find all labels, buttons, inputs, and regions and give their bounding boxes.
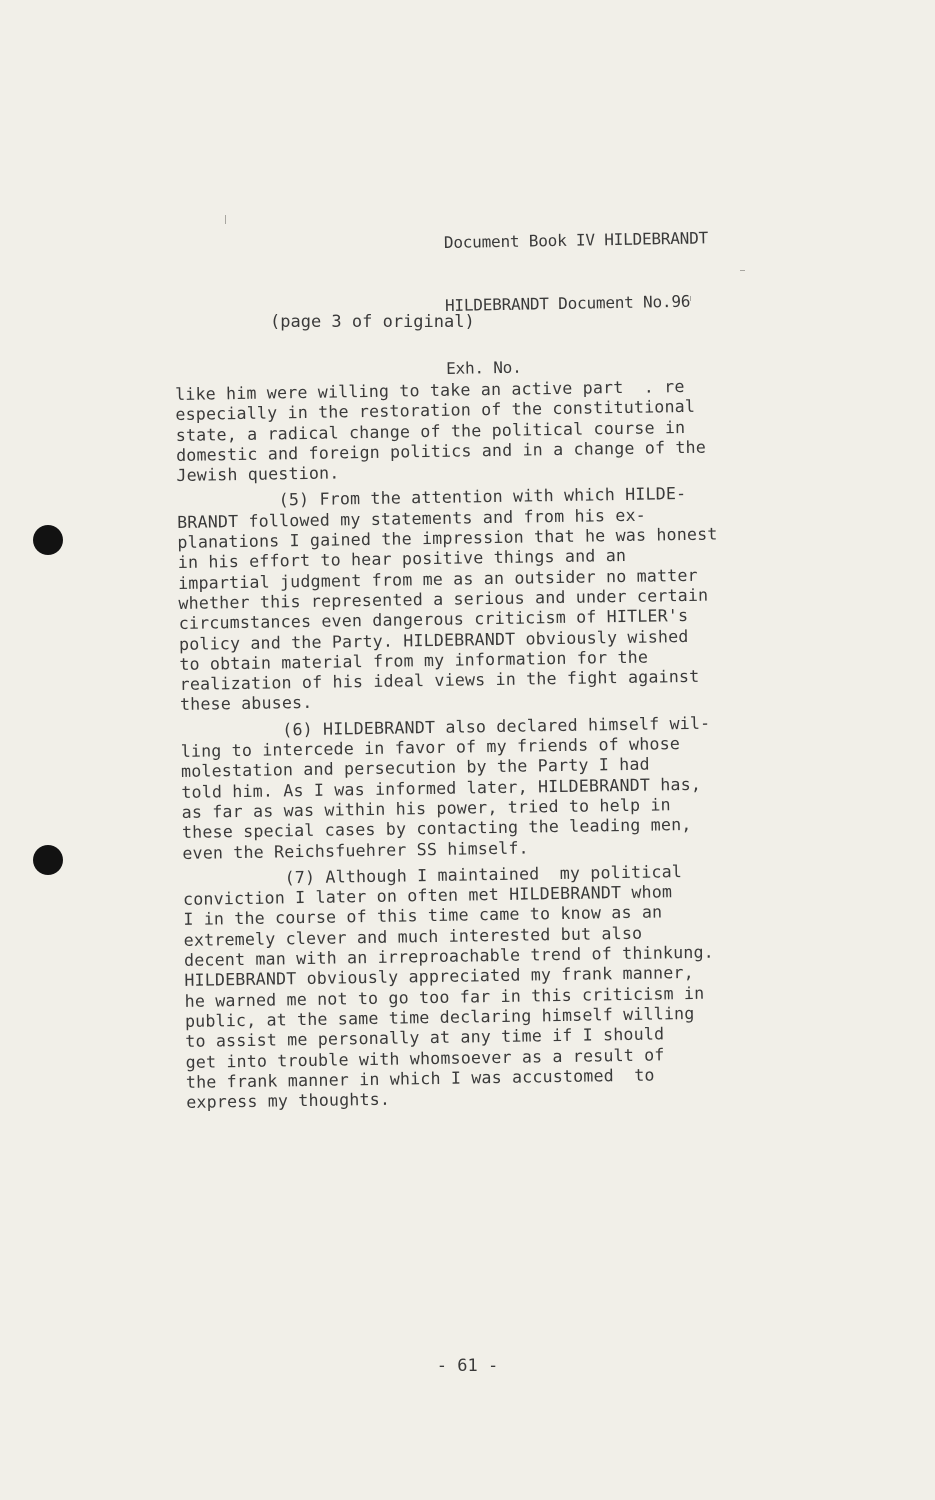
body-line: state, a radical change of the political course in xyxy=(175,417,686,445)
body-line: like him were willing to take an active part . re xyxy=(175,376,685,404)
paper-mark xyxy=(690,296,691,301)
body-line: the frank manner in which I was accustomed to xyxy=(185,1065,655,1092)
original-page-reference: (page 3 of original) xyxy=(270,312,475,332)
punch-hole xyxy=(33,525,63,555)
page-number: - 61 - xyxy=(436,1356,499,1376)
body-line: circumstances even dangerous criticism of HITLER's xyxy=(178,606,689,634)
body-line: ling to intercede in favor of my friends of whose xyxy=(180,734,681,762)
document-body xyxy=(175,375,826,1113)
body-line: molestation and persecution by the Party I had xyxy=(180,754,650,782)
body-line: policy and the Party. HILDEBRANDT obviously wished xyxy=(178,626,689,654)
body-line: planations I gained the impression that he was honest xyxy=(177,524,718,553)
body-line: realization of his ideal views in the fight against xyxy=(179,666,700,695)
body-line: even the Reichsfuehrer SS himself. xyxy=(182,838,529,863)
body-line: Jewish question. xyxy=(176,463,340,486)
body-line: these abuses. xyxy=(179,693,313,715)
body-line: I in the course of this time came to know as an xyxy=(183,902,663,930)
body-line: in his effort to hear positive things and an xyxy=(177,546,627,573)
body-line: HILDEBRANDT obviously appreciated my frank manner, xyxy=(184,963,694,991)
body-line: domestic and foreign politics and in a change of the xyxy=(175,437,707,465)
body-line: (7) Although I maintained my political xyxy=(182,861,683,889)
body-line: whether this represented a serious and under certain xyxy=(178,585,709,613)
punch-hole xyxy=(33,845,63,875)
body-line: these special cases by contacting the leading men, xyxy=(181,815,692,843)
body-line: (5) From the attention with which HILDE- xyxy=(176,484,687,512)
paper-mark xyxy=(740,270,745,271)
header-line-document-no: HILDEBRANDT Document No.96 xyxy=(444,291,691,315)
body-line: especially in the restoration of the constitutional xyxy=(175,397,696,425)
paper-mark xyxy=(225,215,226,224)
body-line: extremely clever and much interested but also xyxy=(183,923,643,950)
body-line: express my thoughts. xyxy=(186,1089,391,1113)
body-line: to obtain material from my information for the xyxy=(179,647,649,674)
body-line: (6) HILDEBRANDT also declared himself wil- xyxy=(180,713,711,741)
body-line: get into trouble with whomsoever as a result of xyxy=(185,1044,665,1072)
body-line: decent man with an irreproachable trend of thinkung. xyxy=(183,942,715,970)
body-line: he warned me not to go too far in this criticism in xyxy=(184,983,705,1011)
header-line-exhibit-no: Exh. No. xyxy=(445,357,522,378)
body-line: conviction I later on often met HILDEBRANDT whom xyxy=(182,882,673,910)
body-line: BRANDT followed my statements and from his ex- xyxy=(177,505,647,532)
body-line: told him. As I was informed later, HILDEBRANDT has, xyxy=(181,774,702,802)
body-line: to assist me personally at any time if I should xyxy=(185,1024,665,1052)
header-line-book: Document Book IV HILDEBRANDT xyxy=(443,228,709,252)
body-line: public, at the same time declaring himself willing xyxy=(184,1003,695,1031)
body-line: impartial judgment from me as an outsider no matter xyxy=(177,565,698,593)
body-line: as far as was within his power, tried to help in xyxy=(181,795,671,822)
